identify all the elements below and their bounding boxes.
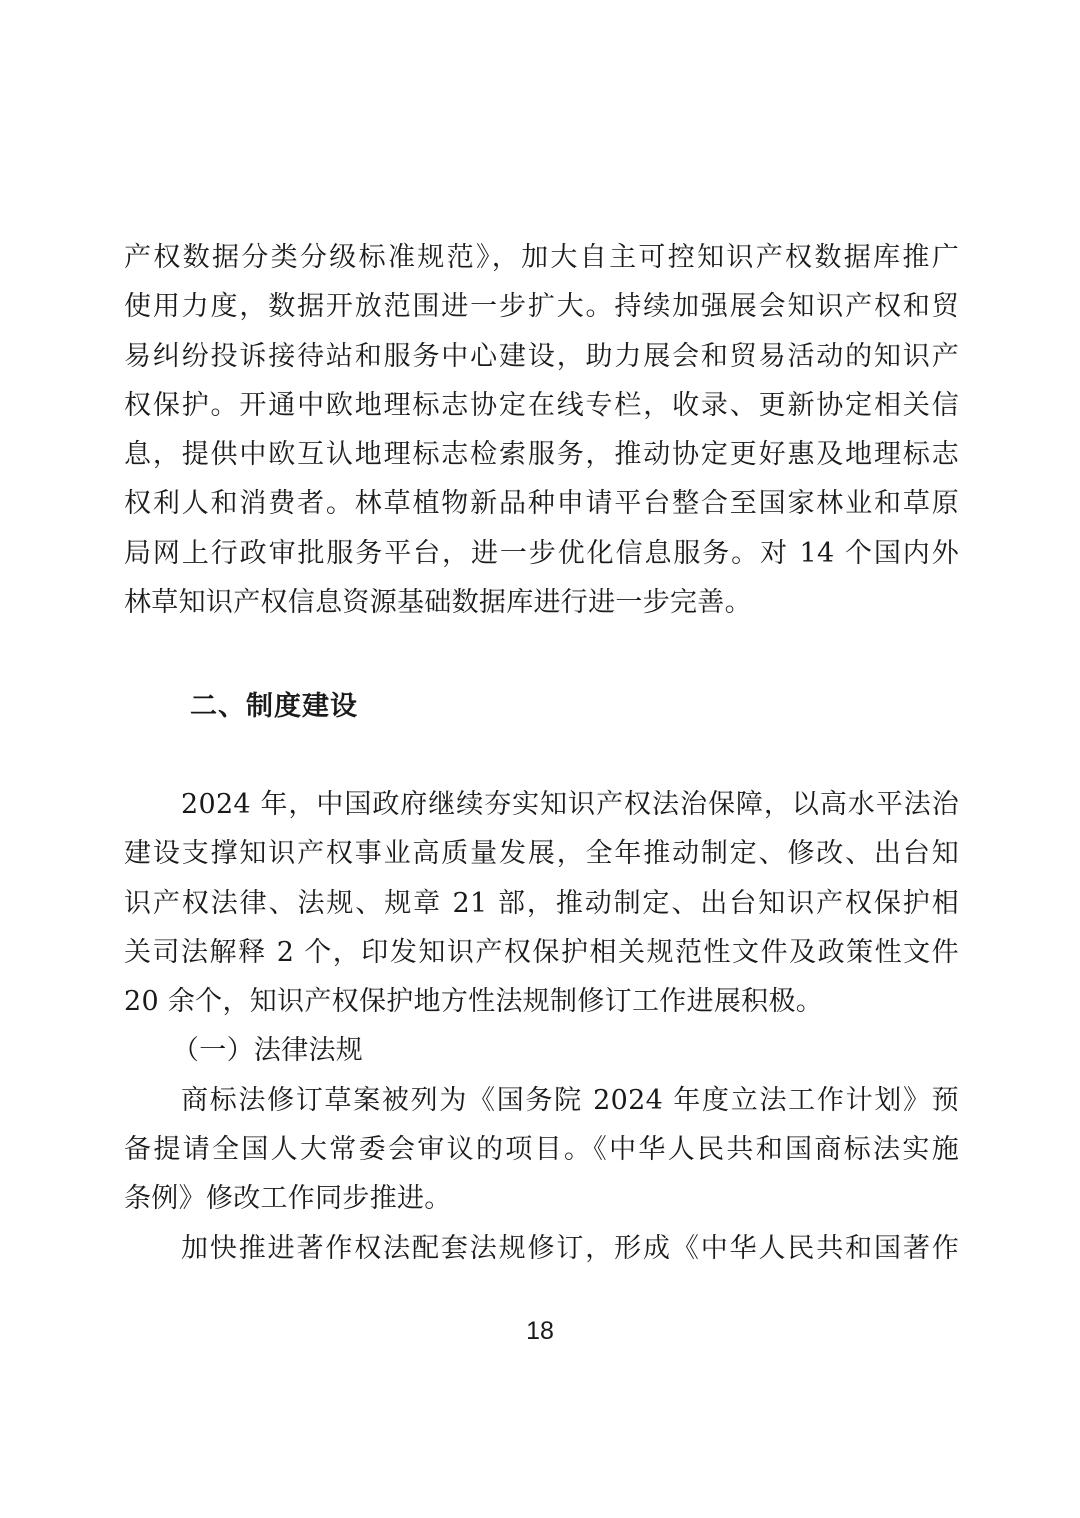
text-line: 关司法解释 2 个，印发知识产权保护相关规范性文件及政策性文件 xyxy=(124,936,959,968)
paragraph-institution-building xyxy=(124,780,959,1273)
text-line: 林草知识产权信息资源基础数据库进行进一步完善。 xyxy=(124,587,752,619)
page-number: 18 xyxy=(526,1317,554,1345)
text-line: 备提请全国人大常委会审议的项目。《中华人民共和国商标法实施 xyxy=(124,1134,959,1166)
text-line: 建设支撑知识产权事业高质量发展，全年推动制定、修改、出台知 xyxy=(124,838,959,870)
text-line: 条例》修改工作同步推进。 xyxy=(124,1183,452,1215)
text-line: 2024 年，中国政府继续夯实知识产权法治保障，以高水平法治 xyxy=(181,789,959,820)
text-line: 识产权法律、法规、规章 21 部，推动制定、出台知识产权保护相 xyxy=(124,887,959,919)
paragraph-ip-data xyxy=(124,233,959,627)
text-line: 20 余个，知识产权保护地方性法规制修订工作进展积极。 xyxy=(124,986,824,1018)
text-line: 息，提供中欧互认地理标志检索服务，推动协定更好惠及地理标志 xyxy=(124,439,959,471)
text-line: 加快推进著作权法配套法规修订，形成《中华人民共和国著作 xyxy=(181,1232,959,1264)
section-heading: 二、制度建设 xyxy=(190,691,358,722)
text-line: 使用力度，数据开放范围进一步扩大。持续加强展会知识产权和贸 xyxy=(124,291,959,323)
text-line: 易纠纷投诉接待站和服务中心建设，助力展会和贸易活动的知识产 xyxy=(124,340,959,372)
text-line: 权利人和消费者。林草植物新品种申请平台整合至国家林业和草原 xyxy=(124,488,959,520)
text-line: 权保护。开通中欧地理标志协定在线专栏，收录、更新协定相关信 xyxy=(124,389,959,421)
text-line: 商标法修订草案被列为《国务院 2024 年度立法工作计划》预 xyxy=(181,1084,959,1116)
text-line: 产权数据分类分级标准规范》，加大自主可控知识产权数据库推广 xyxy=(124,242,959,273)
text-line: 局网上行政审批服务平台，进一步优化信息服务。对 14 个国内外 xyxy=(124,537,959,569)
subsection-heading: （一）法律法规 xyxy=(172,1035,364,1067)
